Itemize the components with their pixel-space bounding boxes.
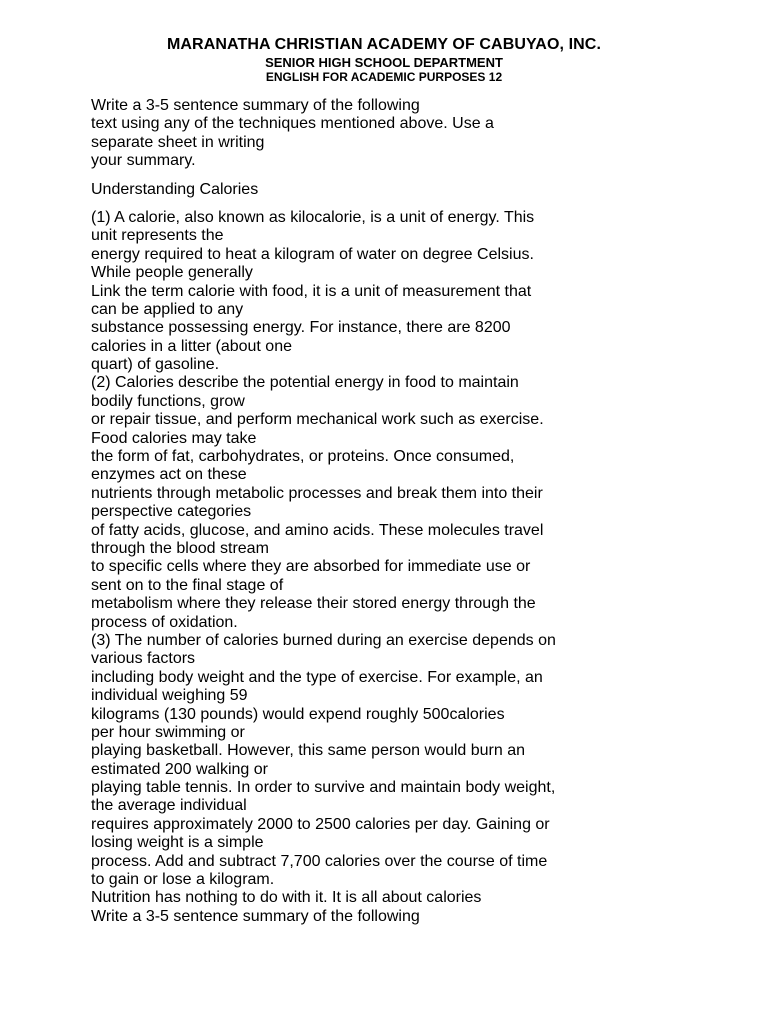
article-line: per hour swimming or (91, 723, 245, 741)
article-line: to gain or lose a kilogram. (91, 871, 275, 889)
article-text (91, 209, 691, 926)
article-line: through the blood stream (91, 539, 269, 557)
instruction-line: separate sheet in writing (91, 133, 265, 151)
article-line: including body weight and the type of exercise. For example, an (91, 668, 543, 686)
article-line: (2) Calories describe the potential energy in food to maintain (91, 374, 519, 392)
article-line: Link the term calorie with food, it is a unit of measurement that (91, 282, 532, 300)
instructions (91, 97, 691, 171)
article-line: bodily functions, grow (91, 392, 245, 410)
article-line: (1) A calorie, also known as kilocalorie, is a unit of energy. This (91, 208, 535, 226)
article-line: process of oxidation. (91, 613, 238, 631)
document-body (91, 97, 691, 926)
article-line: the average individual (91, 797, 247, 815)
article-line: (3) The number of calories burned during an exercise depends on (91, 631, 556, 649)
article-line: While people generally (91, 264, 253, 282)
article-line: process. Add and subtract 7,700 calories over the course of time (91, 852, 548, 870)
article-line: of fatty acids, glucose, and amino acids. These molecules travel (91, 521, 544, 539)
article-line: requires approximately 2000 to 2500 calories per day. Gaining or (91, 815, 550, 833)
article-line: or repair tissue, and perform mechanical work such as exercise. (91, 411, 544, 429)
instruction-line: Write a 3-5 sentence summary of the following (91, 97, 420, 114)
article-line: substance possessing energy. For instance, there are 8200 (91, 319, 511, 337)
article-line: the form of fat, carbohydrates, or proteins. Once consumed, (91, 448, 515, 466)
article-line: nutrients through metabolic processes and break them into their (91, 484, 543, 502)
article-line: energy required to heat a kilogram of water on degree Celsius. (91, 245, 534, 263)
article-line: losing weight is a simple (91, 834, 264, 852)
subject-name: ENGLISH FOR ACADEMIC PURPOSES 12 (265, 70, 503, 84)
article-line: can be applied to any (91, 300, 244, 318)
article-line: kilograms (130 pounds) would expend roughly 500calories (91, 705, 505, 723)
school-name: MARANATHA CHRISTIAN ACADEMY OF CABUYAO, INC. (166, 36, 602, 53)
article-line: unit represents the (91, 227, 224, 245)
article-title: Understanding Calories (91, 180, 259, 198)
article-line: estimated 200 walking or (91, 760, 268, 778)
article-line: to specific cells where they are absorbed for immediate use or (91, 558, 531, 576)
article-line: playing table tennis. In order to survive and maintain body weight, (91, 779, 556, 797)
article-line: Food calories may take (91, 429, 257, 447)
department-name: SENIOR HIGH SCHOOL DEPARTMENT (265, 55, 503, 70)
article-line: Write a 3-5 sentence summary of the following (91, 907, 420, 925)
article-line: sent on to the final stage of (91, 576, 284, 594)
article-line: calories in a litter (about one (91, 337, 292, 355)
article-line: individual weighing 59 (91, 687, 248, 705)
article-line: perspective categories (91, 503, 252, 521)
instruction-line: your summary. (91, 152, 196, 170)
article-line: enzymes act on these (91, 466, 247, 484)
article-line: metabolism where they release their stored energy through the (91, 595, 536, 613)
article-line: Nutrition has nothing to do with it. It is all about calories (91, 889, 482, 907)
instruction-line: text using any of the techniques mentioned above. Use a (91, 115, 494, 133)
article-line: quart) of gasoline. (91, 356, 220, 374)
article-line: playing basketball. However, this same person would burn an (91, 742, 526, 760)
article-line: various factors (91, 650, 196, 668)
